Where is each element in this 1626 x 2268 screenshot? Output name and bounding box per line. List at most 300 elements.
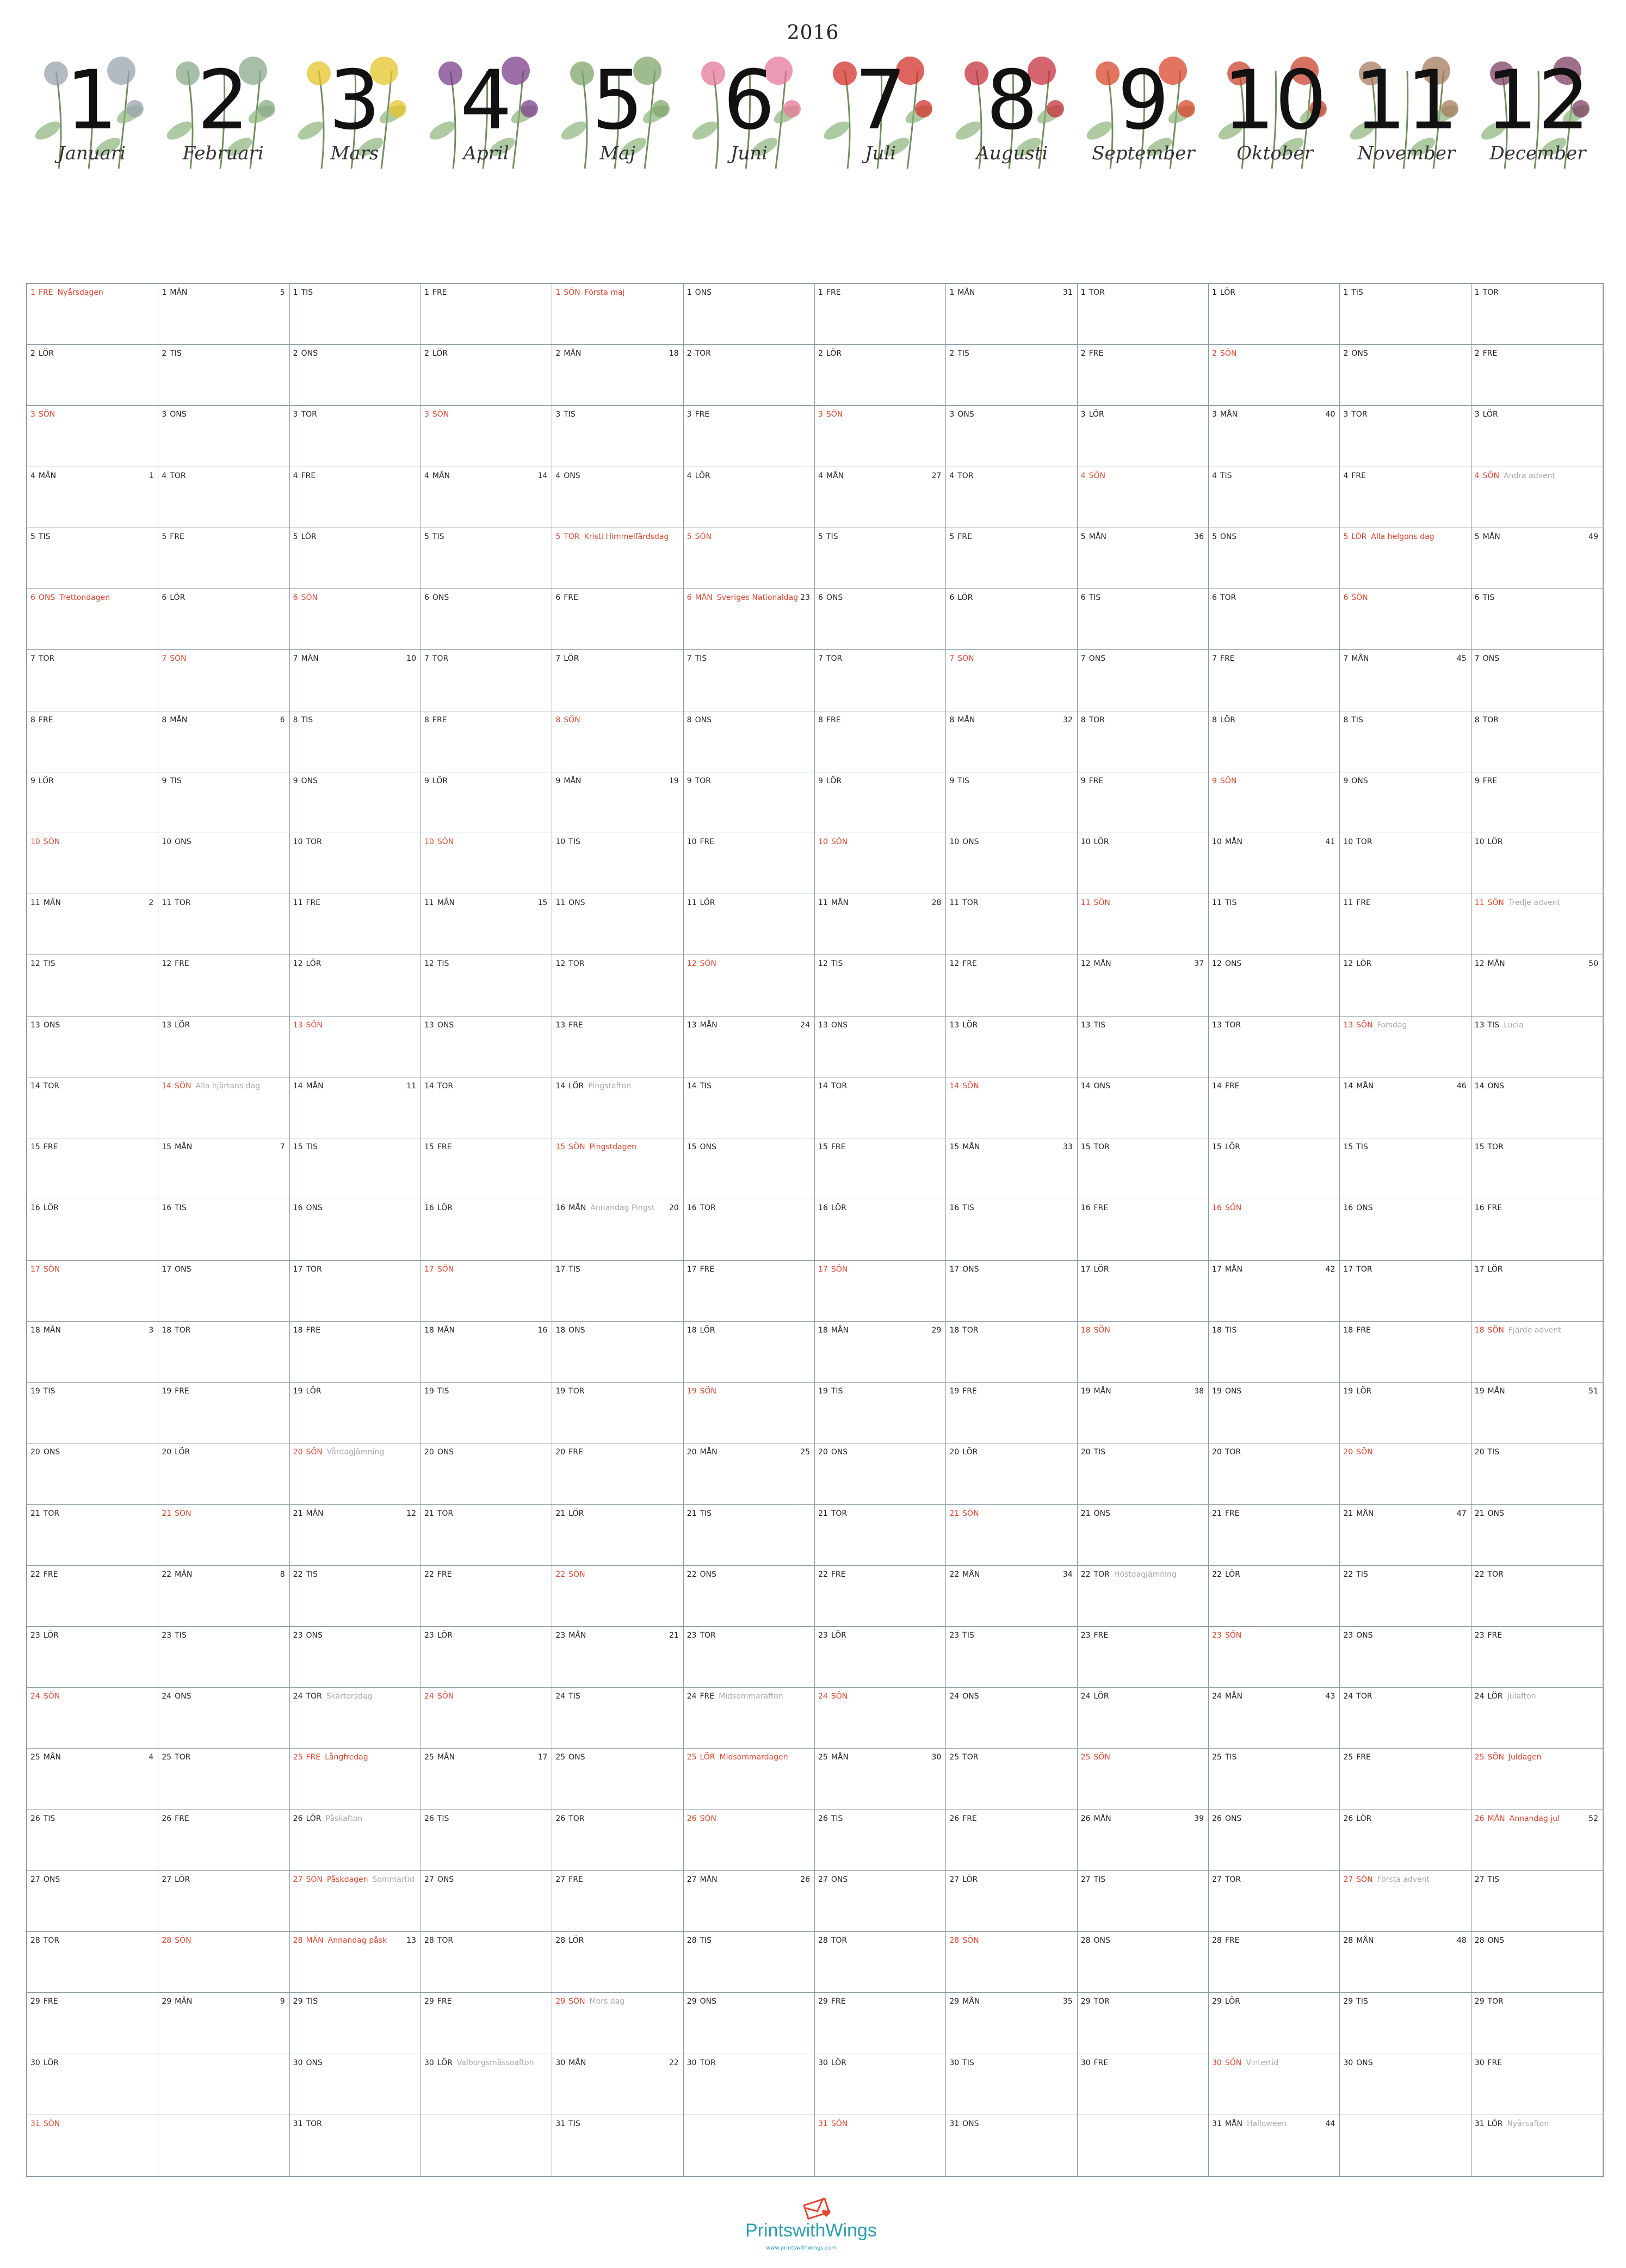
day-cell[interactable] [1472,1688,1603,1749]
day-cell[interactable] [815,1566,946,1627]
day-cell[interactable] [1078,1077,1209,1138]
day-cell[interactable] [1078,1261,1209,1322]
day-cell[interactable] [290,345,421,406]
day-cell[interactable] [1209,1261,1340,1322]
day-cell[interactable] [27,955,158,1016]
day-cell[interactable] [946,1017,1077,1077]
day-cell[interactable] [1472,1383,1603,1443]
day-cell[interactable] [552,1199,683,1260]
day-cell[interactable] [946,1505,1077,1566]
day-cell[interactable] [815,1138,946,1199]
day-cell[interactable] [684,955,815,1016]
day-cell[interactable] [158,1383,289,1443]
day-cell[interactable] [1078,1749,1209,1810]
day-cell[interactable] [1340,528,1471,589]
day-cell[interactable] [552,406,683,467]
day-cell[interactable] [946,894,1077,955]
day-cell[interactable] [1078,467,1209,528]
day-cell[interactable] [1472,1199,1603,1260]
day-cell[interactable] [421,528,552,589]
day-cell[interactable] [421,345,552,406]
day-cell[interactable] [290,1810,421,1871]
day-cell[interactable] [158,1749,289,1810]
day-cell[interactable] [815,650,946,711]
day-cell[interactable] [421,1017,552,1077]
day-cell[interactable] [1078,1810,1209,1871]
day-cell[interactable] [421,1871,552,1932]
day-cell[interactable] [27,1932,158,1993]
day-cell[interactable] [1340,833,1471,894]
day-cell[interactable] [421,589,552,650]
day-cell[interactable] [158,1810,289,1871]
day-cell[interactable] [946,1261,1077,1322]
day-cell[interactable] [290,1749,421,1810]
day-cell[interactable] [1472,1871,1603,1932]
day-cell[interactable] [421,894,552,955]
day-cell[interactable] [1078,1688,1209,1749]
day-cell[interactable] [684,1443,815,1504]
day-cell[interactable] [27,1566,158,1627]
day-cell[interactable] [552,833,683,894]
day-cell[interactable] [815,1932,946,1993]
day-cell[interactable] [1340,406,1471,467]
day-cell[interactable] [158,1138,289,1199]
day-cell[interactable] [290,1993,421,2054]
day-cell[interactable] [158,1322,289,1383]
day-cell[interactable] [552,467,683,528]
day-cell[interactable] [27,406,158,467]
day-cell[interactable] [552,1017,683,1077]
day-cell[interactable] [421,1077,552,1138]
day-cell[interactable] [552,284,683,345]
day-cell[interactable] [815,1688,946,1749]
day-cell[interactable] [946,1688,1077,1749]
day-cell[interactable] [552,1261,683,1322]
day-cell[interactable] [1340,1993,1471,2054]
day-cell[interactable] [1078,1138,1209,1199]
day-cell[interactable] [27,1261,158,1322]
day-cell[interactable] [158,1871,289,1932]
day-cell[interactable] [552,650,683,711]
day-cell[interactable] [1340,1505,1471,1566]
day-cell[interactable] [1078,955,1209,1016]
day-cell[interactable] [684,1627,815,1688]
day-cell[interactable] [815,1199,946,1260]
day-cell[interactable] [421,406,552,467]
day-cell[interactable] [684,711,815,772]
day-cell[interactable] [27,345,158,406]
day-cell[interactable] [815,1322,946,1383]
day-cell[interactable] [1340,1322,1471,1383]
day-cell[interactable] [421,1688,552,1749]
day-cell[interactable] [684,1199,815,1260]
day-cell[interactable] [421,1932,552,1993]
day-cell[interactable] [1209,1871,1340,1932]
day-cell[interactable] [27,1871,158,1932]
day-cell[interactable] [946,284,1077,345]
day-cell[interactable] [1340,1077,1471,1138]
day-cell[interactable] [421,2054,552,2115]
day-cell[interactable] [1340,1138,1471,1199]
day-cell[interactable] [552,955,683,1016]
day-cell[interactable] [1209,1322,1340,1383]
day-cell[interactable] [815,406,946,467]
day-cell[interactable] [421,2115,552,2176]
day-cell[interactable] [552,589,683,650]
day-cell[interactable] [421,1505,552,1566]
day-cell[interactable] [1340,650,1471,711]
day-cell[interactable] [552,1322,683,1383]
day-cell[interactable] [815,1077,946,1138]
day-cell[interactable] [1472,284,1603,345]
day-cell[interactable] [946,1932,1077,1993]
day-cell[interactable] [1209,711,1340,772]
day-cell[interactable] [158,955,289,1016]
day-cell[interactable] [27,833,158,894]
day-cell[interactable] [1340,894,1471,955]
day-cell[interactable] [1340,1017,1471,1077]
day-cell[interactable] [1078,1443,1209,1504]
day-cell[interactable] [552,772,683,833]
day-cell[interactable] [1078,1017,1209,1077]
day-cell[interactable] [27,1505,158,1566]
day-cell[interactable] [684,772,815,833]
day-cell[interactable] [158,894,289,955]
day-cell[interactable] [158,772,289,833]
day-cell[interactable] [1209,1017,1340,1077]
day-cell[interactable] [1209,284,1340,345]
day-cell[interactable] [1472,1017,1603,1077]
day-cell[interactable] [946,711,1077,772]
day-cell[interactable] [158,650,289,711]
day-cell[interactable] [946,528,1077,589]
day-cell[interactable] [290,1627,421,1688]
day-cell[interactable] [1078,772,1209,833]
day-cell[interactable] [815,1383,946,1443]
day-cell[interactable] [815,2115,946,2176]
day-cell[interactable] [1472,894,1603,955]
day-cell[interactable] [815,1810,946,1871]
day-cell[interactable] [1472,345,1603,406]
day-cell[interactable] [27,1993,158,2054]
day-cell[interactable] [946,406,1077,467]
day-cell[interactable] [1340,1627,1471,1688]
day-cell[interactable] [1340,589,1471,650]
day-cell[interactable] [1472,1566,1603,1627]
day-cell[interactable] [1340,1383,1471,1443]
day-cell[interactable] [1209,1077,1340,1138]
day-cell[interactable] [158,1993,289,2054]
day-cell[interactable] [1209,2054,1340,2115]
day-cell[interactable] [158,1932,289,1993]
day-cell[interactable] [1209,1688,1340,1749]
day-cell[interactable] [552,2115,683,2176]
day-cell[interactable] [1209,1810,1340,1871]
day-cell[interactable] [1472,467,1603,528]
day-cell[interactable] [815,1505,946,1566]
day-cell[interactable] [290,1932,421,1993]
day-cell[interactable] [27,894,158,955]
day-cell[interactable] [421,284,552,345]
day-cell[interactable] [815,1261,946,1322]
day-cell[interactable] [421,1566,552,1627]
day-cell[interactable] [1078,528,1209,589]
day-cell[interactable] [1472,2115,1603,2176]
day-cell[interactable] [1472,528,1603,589]
day-cell[interactable] [552,1688,683,1749]
day-cell[interactable] [1472,1810,1603,1871]
day-cell[interactable] [1209,1993,1340,2054]
day-cell[interactable] [1340,1688,1471,1749]
day-cell[interactable] [27,1199,158,1260]
day-cell[interactable] [1209,1505,1340,1566]
day-cell[interactable] [158,1017,289,1077]
day-cell[interactable] [290,406,421,467]
day-cell[interactable] [1078,1993,1209,2054]
day-cell[interactable] [290,2054,421,2115]
day-cell[interactable] [1340,1871,1471,1932]
day-cell[interactable] [684,2115,815,2176]
day-cell[interactable] [815,1749,946,1810]
day-cell[interactable] [1078,833,1209,894]
day-cell[interactable] [290,1077,421,1138]
day-cell[interactable] [27,772,158,833]
day-cell[interactable] [27,528,158,589]
day-cell[interactable] [1472,955,1603,1016]
day-cell[interactable] [158,711,289,772]
day-cell[interactable] [1340,1443,1471,1504]
day-cell[interactable] [946,1322,1077,1383]
day-cell[interactable] [158,1199,289,1260]
day-cell[interactable] [1472,1749,1603,1810]
day-cell[interactable] [1472,1138,1603,1199]
day-cell[interactable] [684,1077,815,1138]
day-cell[interactable] [1209,1443,1340,1504]
day-cell[interactable] [1078,2115,1209,2176]
day-cell[interactable] [421,1383,552,1443]
day-cell[interactable] [684,1566,815,1627]
day-cell[interactable] [27,1322,158,1383]
day-cell[interactable] [552,1993,683,2054]
day-cell[interactable] [1340,345,1471,406]
day-cell[interactable] [552,1383,683,1443]
day-cell[interactable] [290,1383,421,1443]
day-cell[interactable] [1340,284,1471,345]
day-cell[interactable] [815,1017,946,1077]
day-cell[interactable] [552,1138,683,1199]
day-cell[interactable] [421,1993,552,2054]
day-cell[interactable] [946,650,1077,711]
day-cell[interactable] [27,2054,158,2115]
day-cell[interactable] [27,1443,158,1504]
day-cell[interactable] [421,467,552,528]
day-cell[interactable] [1472,650,1603,711]
day-cell[interactable] [1340,955,1471,1016]
day-cell[interactable] [27,711,158,772]
day-cell[interactable] [1078,1505,1209,1566]
day-cell[interactable] [552,1443,683,1504]
day-cell[interactable] [946,772,1077,833]
day-cell[interactable] [684,1749,815,1810]
day-cell[interactable] [1340,1261,1471,1322]
day-cell[interactable] [1340,2115,1471,2176]
day-cell[interactable] [1472,833,1603,894]
day-cell[interactable] [946,833,1077,894]
day-cell[interactable] [684,1810,815,1871]
day-cell[interactable] [1472,711,1603,772]
day-cell[interactable] [1340,1749,1471,1810]
day-cell[interactable] [1472,772,1603,833]
day-cell[interactable] [1472,1627,1603,1688]
day-cell[interactable] [815,528,946,589]
day-cell[interactable] [946,1077,1077,1138]
day-cell[interactable] [1472,589,1603,650]
day-cell[interactable] [1078,1932,1209,1993]
day-cell[interactable] [158,833,289,894]
day-cell[interactable] [290,1138,421,1199]
day-cell[interactable] [158,467,289,528]
day-cell[interactable] [421,711,552,772]
day-cell[interactable] [815,1443,946,1504]
day-cell[interactable] [290,589,421,650]
day-cell[interactable] [290,711,421,772]
day-cell[interactable] [946,467,1077,528]
day-cell[interactable] [290,955,421,1016]
day-cell[interactable] [421,1443,552,1504]
day-cell[interactable] [158,1443,289,1504]
day-cell[interactable] [290,1322,421,1383]
day-cell[interactable] [552,1749,683,1810]
day-cell[interactable] [1472,2054,1603,2115]
day-cell[interactable] [552,1810,683,1871]
day-cell[interactable] [1078,1566,1209,1627]
day-cell[interactable] [421,1627,552,1688]
day-cell[interactable] [1078,894,1209,955]
day-cell[interactable] [421,1810,552,1871]
day-cell[interactable] [27,1077,158,1138]
day-cell[interactable] [946,1138,1077,1199]
day-cell[interactable] [158,1566,289,1627]
day-cell[interactable] [684,894,815,955]
day-cell[interactable] [684,833,815,894]
day-cell[interactable] [815,711,946,772]
day-cell[interactable] [1472,1505,1603,1566]
day-cell[interactable] [946,2115,1077,2176]
day-cell[interactable] [684,1322,815,1383]
day-cell[interactable] [684,650,815,711]
day-cell[interactable] [290,1505,421,1566]
day-cell[interactable] [158,406,289,467]
day-cell[interactable] [946,955,1077,1016]
day-cell[interactable] [552,345,683,406]
day-cell[interactable] [290,528,421,589]
day-cell[interactable] [684,1871,815,1932]
day-cell[interactable] [552,1077,683,1138]
day-cell[interactable] [290,650,421,711]
day-cell[interactable] [290,1261,421,1322]
day-cell[interactable] [1340,772,1471,833]
day-cell[interactable] [290,1017,421,1077]
day-cell[interactable] [1078,1199,1209,1260]
day-cell[interactable] [290,1566,421,1627]
day-cell[interactable] [1078,711,1209,772]
day-cell[interactable] [946,1871,1077,1932]
day-cell[interactable] [1209,1566,1340,1627]
day-cell[interactable] [1209,1138,1340,1199]
day-cell[interactable] [684,406,815,467]
day-cell[interactable] [552,1627,683,1688]
day-cell[interactable] [684,2054,815,2115]
day-cell[interactable] [684,1688,815,1749]
day-cell[interactable] [27,1810,158,1871]
day-cell[interactable] [815,955,946,1016]
day-cell[interactable] [946,1443,1077,1504]
day-cell[interactable] [290,1688,421,1749]
day-cell[interactable] [1340,711,1471,772]
day-cell[interactable] [1209,589,1340,650]
day-cell[interactable] [290,2115,421,2176]
day-cell[interactable] [158,2054,289,2115]
day-cell[interactable] [1472,406,1603,467]
day-cell[interactable] [27,1627,158,1688]
day-cell[interactable] [552,711,683,772]
day-cell[interactable] [158,528,289,589]
day-cell[interactable] [815,467,946,528]
day-cell[interactable] [1209,2115,1340,2176]
day-cell[interactable] [684,1261,815,1322]
day-cell[interactable] [27,650,158,711]
day-cell[interactable] [1078,406,1209,467]
day-cell[interactable] [1340,2054,1471,2115]
day-cell[interactable] [552,2054,683,2115]
day-cell[interactable] [1340,467,1471,528]
day-cell[interactable] [158,1261,289,1322]
day-cell[interactable] [684,1932,815,1993]
day-cell[interactable] [290,1199,421,1260]
day-cell[interactable] [1209,894,1340,955]
day-cell[interactable] [290,467,421,528]
day-cell[interactable] [1078,284,1209,345]
day-cell[interactable] [684,1138,815,1199]
day-cell[interactable] [1472,1932,1603,1993]
day-cell[interactable] [1078,589,1209,650]
day-cell[interactable] [27,284,158,345]
day-cell[interactable] [1078,345,1209,406]
day-cell[interactable] [815,589,946,650]
day-cell[interactable] [946,345,1077,406]
day-cell[interactable] [1340,1199,1471,1260]
day-cell[interactable] [158,1077,289,1138]
day-cell[interactable] [552,1871,683,1932]
day-cell[interactable] [1209,1932,1340,1993]
day-cell[interactable] [552,1932,683,1993]
day-cell[interactable] [815,1993,946,2054]
day-cell[interactable] [946,1993,1077,2054]
day-cell[interactable] [158,284,289,345]
day-cell[interactable] [421,833,552,894]
day-cell[interactable] [158,1627,289,1688]
day-cell[interactable] [684,1993,815,2054]
day-cell[interactable] [421,1199,552,1260]
day-cell[interactable] [946,589,1077,650]
day-cell[interactable] [158,1505,289,1566]
day-cell[interactable] [1078,2054,1209,2115]
day-cell[interactable] [1472,1077,1603,1138]
day-cell[interactable] [1472,1443,1603,1504]
day-cell[interactable] [421,955,552,1016]
day-cell[interactable] [946,1566,1077,1627]
day-cell[interactable] [946,2054,1077,2115]
